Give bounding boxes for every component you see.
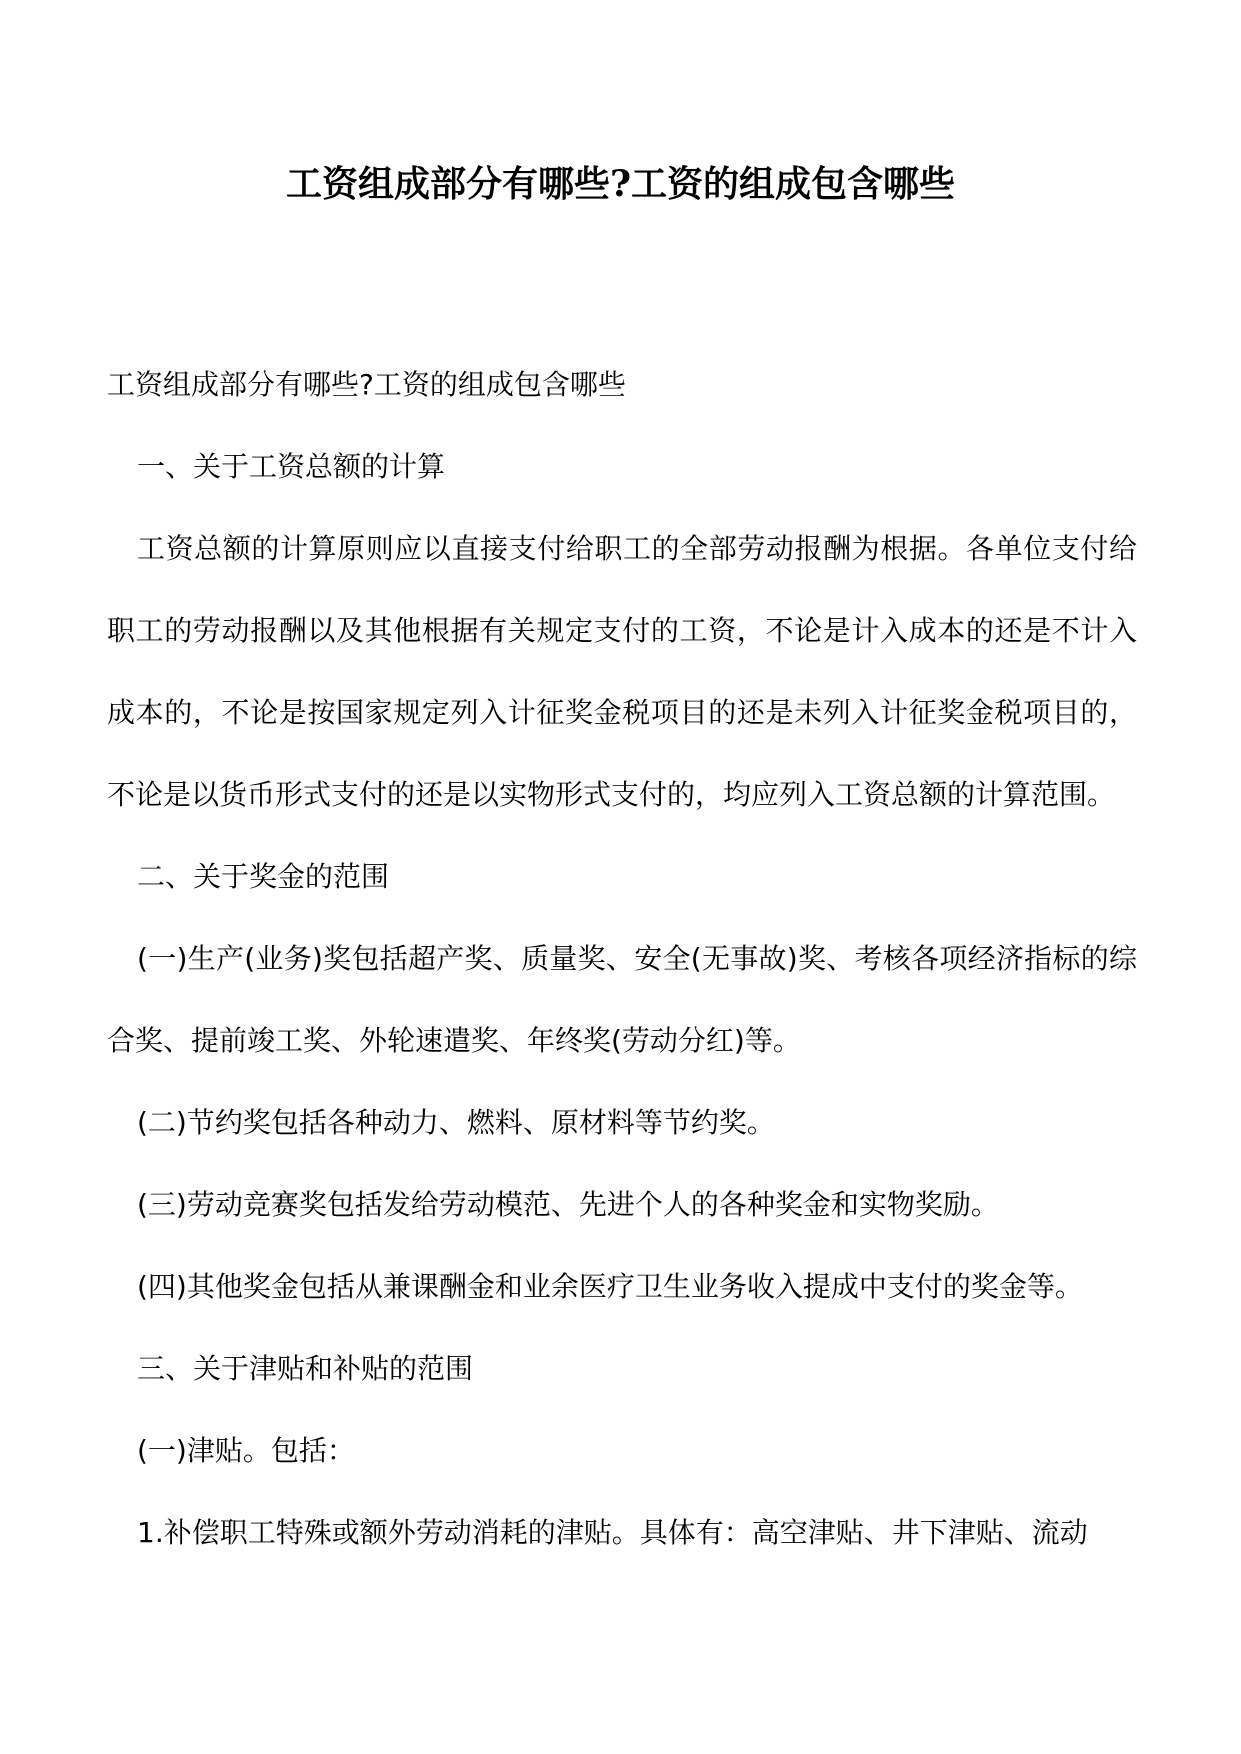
document-body: [107, 344, 1137, 1574]
section-heading: 一、关于工资总额的计算: [137, 450, 446, 483]
paragraph: (一)生产(业务)奖包括超产奖、质量奖、安全(无事故)奖、考核各项经济指标的综合奖、提前竣工奖、外轮速遣奖、年终奖(劳动分红)等。: [107, 942, 1137, 1057]
paragraph: (四)其他奖金包括从兼课酬金和业余医疗卫生业务收入提成中支付的奖金等。: [137, 1270, 1083, 1303]
paragraph-subtitle: 工资组成部分有哪些?工资的组成包含哪些: [107, 368, 626, 401]
document-title: 工资组成部分有哪些?工资的组成包含哪些: [285, 163, 956, 205]
paragraph: (三)劳动竞赛奖包括发给劳动模范、先进个人的各种奖金和实物奖励。: [137, 1188, 999, 1221]
section-heading: 二、关于奖金的范围: [137, 860, 390, 893]
paragraph: (二)节约奖包括各种动力、燃料、原材料等节约奖。: [137, 1106, 775, 1139]
paragraph: 工资总额的计算原则应以直接支付给职工的全部劳动报酬为根据。各单位支付给职工的劳动报酬以及其他根据有关规定支付的工资，不论是计入成本的还是不计入成本的，不论是按国家规定列入计征奖金税项目的还是未列入计征奖金税项目的，不论是以货币形式支付的还是以实物形式支付的，均应列入工资总额的计算范围。: [107, 532, 1137, 811]
paragraph: 1.补偿职工特殊或额外劳动消耗的津贴。具体有：高空津贴、井下津贴、流动: [137, 1516, 1088, 1549]
paragraph: (一)津贴。包括：: [137, 1434, 355, 1467]
section-heading: 三、关于津贴和补贴的范围: [137, 1352, 474, 1385]
